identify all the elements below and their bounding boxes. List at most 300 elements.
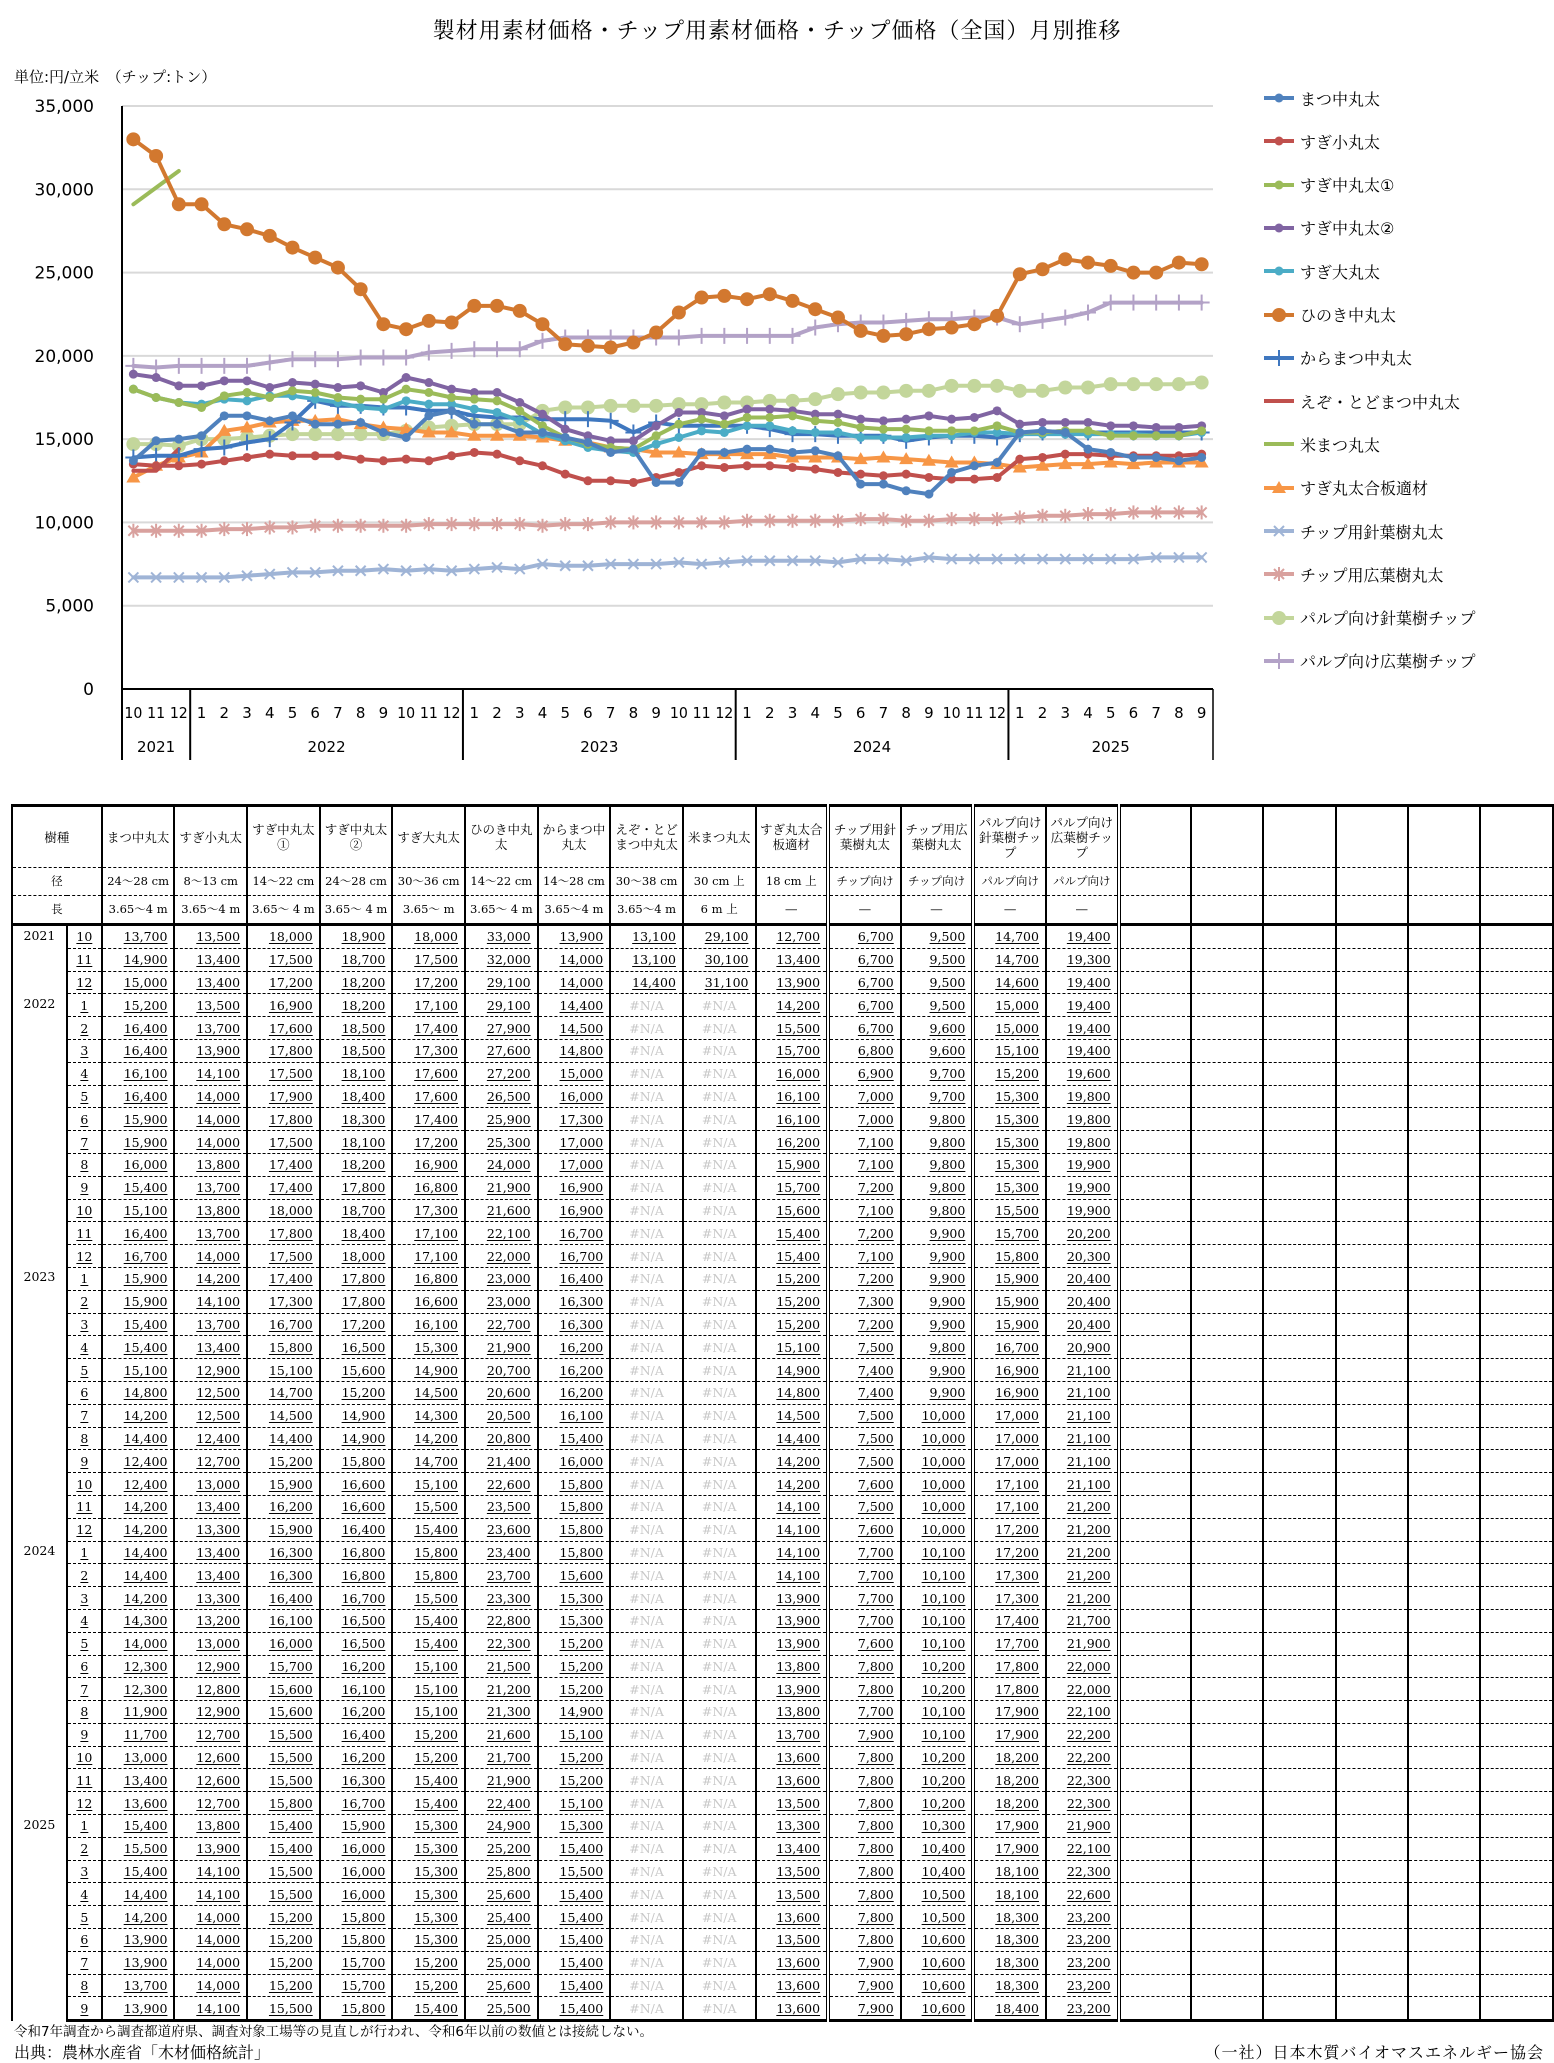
blank-cell [1408,1609,1480,1632]
column-diameter: 8～13 cm [174,868,247,896]
value-cell: 19,800 [1046,1108,1119,1131]
value-cell: 15,600 [247,1678,320,1701]
value-cell: 12,800 [174,1678,247,1701]
value-cell: #N/A [610,1039,683,1062]
value-cell: 10,200 [901,1792,974,1815]
blank-cell [1408,1951,1480,1974]
value-cell: 14,100 [756,1564,829,1587]
blank-cell [1191,1769,1263,1792]
legend-item [1262,86,1380,110]
value-cell: 15,100 [538,1792,611,1815]
blank-cell [1119,1997,1191,2021]
value-cell: #N/A [610,1974,683,1997]
table-row [12,1723,1553,1746]
value-cell: 30,100 [683,948,756,971]
blank-cell [1408,1427,1480,1450]
value-cell: 21,600 [465,1199,538,1222]
blank-cell [1408,1632,1480,1655]
blank-cell [1336,1153,1408,1176]
value-cell: 6,700 [828,925,901,949]
blank-cell [1263,1473,1335,1496]
month-cell: 12 [67,971,102,994]
blank-cell [1263,1769,1335,1792]
value-cell: #N/A [683,1587,756,1610]
value-cell: 15,200 [320,1381,393,1404]
x-year-label: 2021 [137,738,176,756]
column-length: 3.65～ 4 m [465,896,538,925]
value-cell: 16,700 [247,1313,320,1336]
value-cell: 13,500 [174,994,247,1017]
blank-cell [1408,1222,1480,1245]
blank-cell [1119,1381,1191,1404]
blank-cell [1336,1632,1408,1655]
blank-cell [1119,1108,1191,1131]
value-cell: 22,300 [1046,1792,1119,1815]
value-cell: 13,700 [102,1974,175,1997]
table-row [12,1245,1553,1268]
value-cell: 15,100 [102,1359,175,1382]
blank-cell [1480,1564,1553,1587]
value-cell: 10,100 [901,1609,974,1632]
blank-cell [1191,1746,1263,1769]
blank-cell [1191,948,1263,971]
blank-cell [1336,1564,1408,1587]
blank-cell [1336,1473,1408,1496]
blank-cell [1191,1518,1263,1541]
value-cell: 16,700 [538,1245,611,1268]
blank-cell [1480,1381,1553,1404]
value-cell: #N/A [610,1427,683,1450]
value-cell: 15,800 [247,1792,320,1815]
value-cell: #N/A [683,1701,756,1724]
blank-cell [1336,1541,1408,1564]
blank-cell [1119,1131,1191,1154]
value-cell: 13,600 [756,1974,829,1997]
value-cell: 14,500 [392,1381,465,1404]
value-cell: 15,100 [392,1678,465,1701]
value-cell: 13,700 [174,1017,247,1040]
value-cell: 23,200 [1046,1974,1119,1997]
month-cell: 1 [67,1541,102,1564]
value-cell: 10,400 [901,1860,974,1883]
month-cell: 9 [67,1723,102,1746]
value-cell: 17,400 [247,1153,320,1176]
value-cell: 17,400 [973,1609,1046,1632]
table-row [12,1313,1553,1336]
value-cell: 18,200 [973,1792,1046,1815]
value-cell: #N/A [610,1313,683,1336]
legend-swatch-icon [1262,175,1296,195]
blank-cell [1336,925,1408,949]
value-cell: 12,700 [174,1723,247,1746]
blank-cell [1191,1906,1263,1929]
blank-cell [1191,1997,1263,2021]
value-cell: #N/A [610,994,683,1017]
value-cell: 7,400 [828,1381,901,1404]
value-cell: 15,100 [102,1199,175,1222]
blank-cell [1336,1222,1408,1245]
blank-cell [1263,925,1335,949]
value-cell: 21,600 [465,1723,538,1746]
value-cell: #N/A [610,1860,683,1883]
value-cell: 12,300 [102,1678,175,1701]
value-cell: #N/A [683,1267,756,1290]
value-cell: 23,200 [1046,1906,1119,1929]
value-cell: 17,800 [973,1655,1046,1678]
value-cell: 14,000 [538,971,611,994]
value-cell: 17,000 [973,1404,1046,1427]
blank-cell [1263,1039,1335,1062]
x-month-label: 8 [901,704,911,722]
value-cell: #N/A [610,1062,683,1085]
legend-item [1262,606,1476,630]
value-cell: 15,900 [102,1131,175,1154]
value-cell: #N/A [610,1359,683,1382]
table-row [12,1997,1553,2021]
value-cell: 25,500 [465,1997,538,2021]
table-row [12,1039,1553,1062]
value-cell: 15,100 [392,1655,465,1678]
blank-cell [1119,1450,1191,1473]
value-cell: 16,300 [247,1541,320,1564]
value-cell: 15,200 [247,1929,320,1952]
value-cell: 15,000 [102,971,175,994]
legend-label: すぎ中丸太① [1300,176,1395,196]
value-cell: 13,900 [102,1951,175,1974]
x-month-label: 10 [942,704,961,722]
value-cell: 14,200 [174,1267,247,1290]
value-cell: 7,800 [828,1929,901,1952]
column-diameter: 30～38 cm [610,868,683,896]
value-cell: 15,500 [247,1883,320,1906]
value-cell: 16,000 [102,1153,175,1176]
value-cell: 7,600 [828,1518,901,1541]
blank-cell [1119,1359,1191,1382]
blank-cell [1119,1541,1191,1564]
month-cell: 2 [67,1017,102,1040]
table-row [12,925,1553,949]
value-cell: 18,400 [973,1997,1046,2021]
value-cell: 15,200 [538,1655,611,1678]
blank-cell [1263,1450,1335,1473]
value-cell: #N/A [683,1085,756,1108]
value-cell: 14,000 [174,1085,247,1108]
value-cell: 18,200 [973,1746,1046,1769]
blank-cell [1119,1906,1191,1929]
blank-cell [1336,1906,1408,1929]
value-cell: 16,200 [320,1655,393,1678]
value-cell: 23,400 [465,1541,538,1564]
year-cell: 2023 [12,1267,67,1541]
value-cell: 15,800 [320,1997,393,2021]
x-month-label: 6 [1128,704,1139,722]
value-cell: #N/A [683,994,756,1017]
value-cell: 21,700 [1046,1609,1119,1632]
value-cell: 17,600 [392,1062,465,1085]
value-cell: 13,400 [174,1495,247,1518]
value-cell: 13,400 [174,1541,247,1564]
blank-cell [1263,1632,1335,1655]
table-row [12,1929,1553,1952]
value-cell: 21,100 [1046,1473,1119,1496]
value-cell: 15,800 [320,1450,393,1473]
value-cell: 16,400 [102,1085,175,1108]
blank-cell [1191,1359,1263,1382]
blank-cell [1191,1860,1263,1883]
value-cell: 14,200 [102,1495,175,1518]
x-month-label: 11 [147,704,166,722]
legend-item [1262,259,1380,283]
y-tick-label: 35,000 [34,97,94,117]
value-cell: 22,800 [465,1609,538,1632]
value-cell: 14,400 [247,1427,320,1450]
column-header: パルプ向け針葉樹チップ [973,806,1046,868]
value-cell: 9,900 [901,1313,974,1336]
value-cell: 17,300 [973,1564,1046,1587]
value-cell: 18,200 [320,971,393,994]
x-month-label: 11 [692,704,711,722]
blank-cell [1336,1997,1408,2021]
y-tick-label: 30,000 [34,180,94,201]
month-cell: 2 [67,1290,102,1313]
value-cell: 13,900 [756,1678,829,1701]
value-cell: 16,700 [102,1245,175,1268]
value-cell: 15,100 [392,1473,465,1496]
value-cell: #N/A [610,1404,683,1427]
value-cell: 21,200 [1046,1541,1119,1564]
blank-cell [1336,1062,1408,1085]
value-cell: #N/A [610,1153,683,1176]
value-cell: 18,900 [320,925,393,949]
blank-cell [1119,1701,1191,1724]
blank-cell [1480,925,1553,949]
legend-item [1262,649,1476,673]
value-cell: 14,400 [756,1427,829,1450]
value-cell: 15,100 [392,1701,465,1724]
value-cell: 15,400 [392,1997,465,2021]
value-cell: #N/A [683,1450,756,1473]
column-header: まつ中丸太 [102,806,175,868]
column-length: 6 m 上 [683,896,756,925]
value-cell: 16,900 [392,1153,465,1176]
value-cell: 17,900 [973,1701,1046,1724]
value-cell: 15,800 [973,1245,1046,1268]
column-header: すぎ大丸太 [392,806,465,868]
blank-cell [1408,1678,1480,1701]
blank-cell [1336,1404,1408,1427]
value-cell: 15,200 [247,1450,320,1473]
value-cell: 7,200 [828,1267,901,1290]
x-month-label: 7 [333,704,343,722]
column-header: チップ用広葉樹丸太 [901,806,974,868]
blank-cell [1480,994,1553,1017]
month-cell: 4 [67,1062,102,1085]
value-cell: 7,500 [828,1404,901,1427]
blank-cell [1191,1427,1263,1450]
value-cell: 21,100 [1046,1450,1119,1473]
value-cell: 13,900 [174,1039,247,1062]
x-month-label: 12 [988,704,1007,722]
value-cell: 18,000 [392,925,465,949]
blank-cell [1408,1906,1480,1929]
month-cell: 12 [67,1792,102,1815]
value-cell: 14,000 [174,1951,247,1974]
column-header: チップ用針葉樹丸太 [828,806,901,868]
value-cell: 7,700 [828,1609,901,1632]
value-cell: 15,500 [392,1495,465,1518]
value-cell: 7,900 [828,1723,901,1746]
value-cell: 14,200 [102,1587,175,1610]
blank-cell [1263,1313,1335,1336]
value-cell: 15,300 [973,1108,1046,1131]
blank-cell [1408,1313,1480,1336]
table-row [12,1541,1553,1564]
value-cell: 10,100 [901,1632,974,1655]
value-cell: 12,700 [756,925,829,949]
blank-cell [1263,1723,1335,1746]
value-cell: #N/A [683,1404,756,1427]
month-cell: 12 [67,1518,102,1541]
blank-cell [1408,1929,1480,1952]
value-cell: 12,900 [174,1701,247,1724]
value-cell: 13,400 [756,1837,829,1860]
value-cell: 21,400 [465,1450,538,1473]
value-cell: #N/A [610,1906,683,1929]
table-row [12,1655,1553,1678]
column-diameter: パルプ向け [1046,868,1119,896]
value-cell: 16,400 [102,1039,175,1062]
value-cell: 17,500 [392,948,465,971]
blank-header [1191,896,1263,925]
blank-cell [1263,1336,1335,1359]
legend-label: チップ用針葉樹丸太 [1300,522,1444,542]
value-cell: 15,100 [756,1336,829,1359]
value-cell: 16,900 [973,1359,1046,1382]
value-cell: 23,700 [465,1564,538,1587]
blank-cell [1408,1085,1480,1108]
value-cell: 13,600 [756,1906,829,1929]
value-cell: 15,000 [538,1062,611,1085]
value-cell: 13,300 [756,1815,829,1838]
value-cell: 16,000 [538,1450,611,1473]
value-cell: 25,200 [465,1837,538,1860]
blank-cell [1119,1564,1191,1587]
value-cell: 15,400 [102,1313,175,1336]
blank-cell [1480,1176,1553,1199]
month-cell: 7 [67,1404,102,1427]
month-cell: 2 [67,1837,102,1860]
value-cell: 12,500 [174,1404,247,1427]
blank-cell [1480,1609,1553,1632]
value-cell: 15,100 [973,1039,1046,1062]
value-cell: 7,800 [828,1746,901,1769]
x-month-label: 10 [669,704,688,722]
column-length: ― [901,896,974,925]
value-cell: 16,100 [247,1609,320,1632]
value-cell: 9,900 [901,1245,974,1268]
blank-cell [1408,1199,1480,1222]
value-cell: 15,900 [102,1290,175,1313]
value-cell: 18,400 [320,1085,393,1108]
value-cell: 13,700 [174,1222,247,1245]
month-cell: 3 [67,1039,102,1062]
value-cell: 14,300 [392,1404,465,1427]
blank-cell [1263,1267,1335,1290]
legend-swatch-icon [1262,564,1296,584]
value-cell: 14,800 [538,1039,611,1062]
blank-cell [1408,1131,1480,1154]
blank-cell [1119,1495,1191,1518]
value-cell: 13,400 [756,948,829,971]
value-cell: 17,400 [392,1108,465,1131]
blank-cell [1408,1290,1480,1313]
column-header: すぎ丸太合板適材 [756,806,829,868]
blank-cell [1263,1951,1335,1974]
value-cell: 14,100 [174,1062,247,1085]
value-cell: 25,000 [465,1929,538,1952]
value-cell: 15,300 [538,1609,611,1632]
blank-cell [1263,1860,1335,1883]
legend-label: パルプ向け広葉樹チップ [1300,652,1476,672]
blank-cell [1480,1062,1553,1085]
value-cell: 15,700 [756,1176,829,1199]
value-cell: 16,300 [320,1769,393,1792]
value-cell: 24,900 [465,1815,538,1838]
value-cell: 15,400 [538,1883,611,1906]
blank-cell [1336,1381,1408,1404]
value-cell: #N/A [683,1837,756,1860]
value-cell: 9,500 [901,925,974,949]
month-cell: 10 [67,1199,102,1222]
value-cell: 15,500 [247,1723,320,1746]
value-cell: 9,800 [901,1336,974,1359]
blank-cell [1119,1336,1191,1359]
blank-cell [1480,1997,1553,2021]
value-cell: 17,800 [247,1222,320,1245]
table-row [12,1404,1553,1427]
value-cell: 18,000 [320,1245,393,1268]
blank-cell [1480,1518,1553,1541]
x-month-label: 2 [765,704,775,722]
blank-cell [1191,1199,1263,1222]
legend-swatch-icon [1262,608,1296,628]
value-cell: 20,400 [1046,1267,1119,1290]
blank-cell [1336,1655,1408,1678]
unit-label: 単位:円/立米 （チップ:トン） [14,68,217,86]
value-cell: 15,000 [973,1017,1046,1040]
blank-cell [1336,1974,1408,1997]
blank-header [1336,868,1408,896]
value-cell: 13,600 [756,1746,829,1769]
blank-cell [1408,1723,1480,1746]
value-cell: 22,600 [1046,1883,1119,1906]
blank-cell [1336,971,1408,994]
legend-item [1262,519,1444,543]
value-cell: 13,300 [174,1518,247,1541]
header-row-diameter [12,868,1553,896]
table-row [12,1906,1553,1929]
value-cell: 15,900 [102,1108,175,1131]
x-month-label: 2 [492,704,502,722]
value-cell: 22,300 [465,1632,538,1655]
value-cell: 15,400 [102,1860,175,1883]
blank-cell [1191,1290,1263,1313]
value-cell: #N/A [610,1837,683,1860]
blank-cell [1408,925,1480,949]
month-cell: 3 [67,1587,102,1610]
blank-cell [1191,1815,1263,1838]
x-month-label: 10 [397,704,416,722]
